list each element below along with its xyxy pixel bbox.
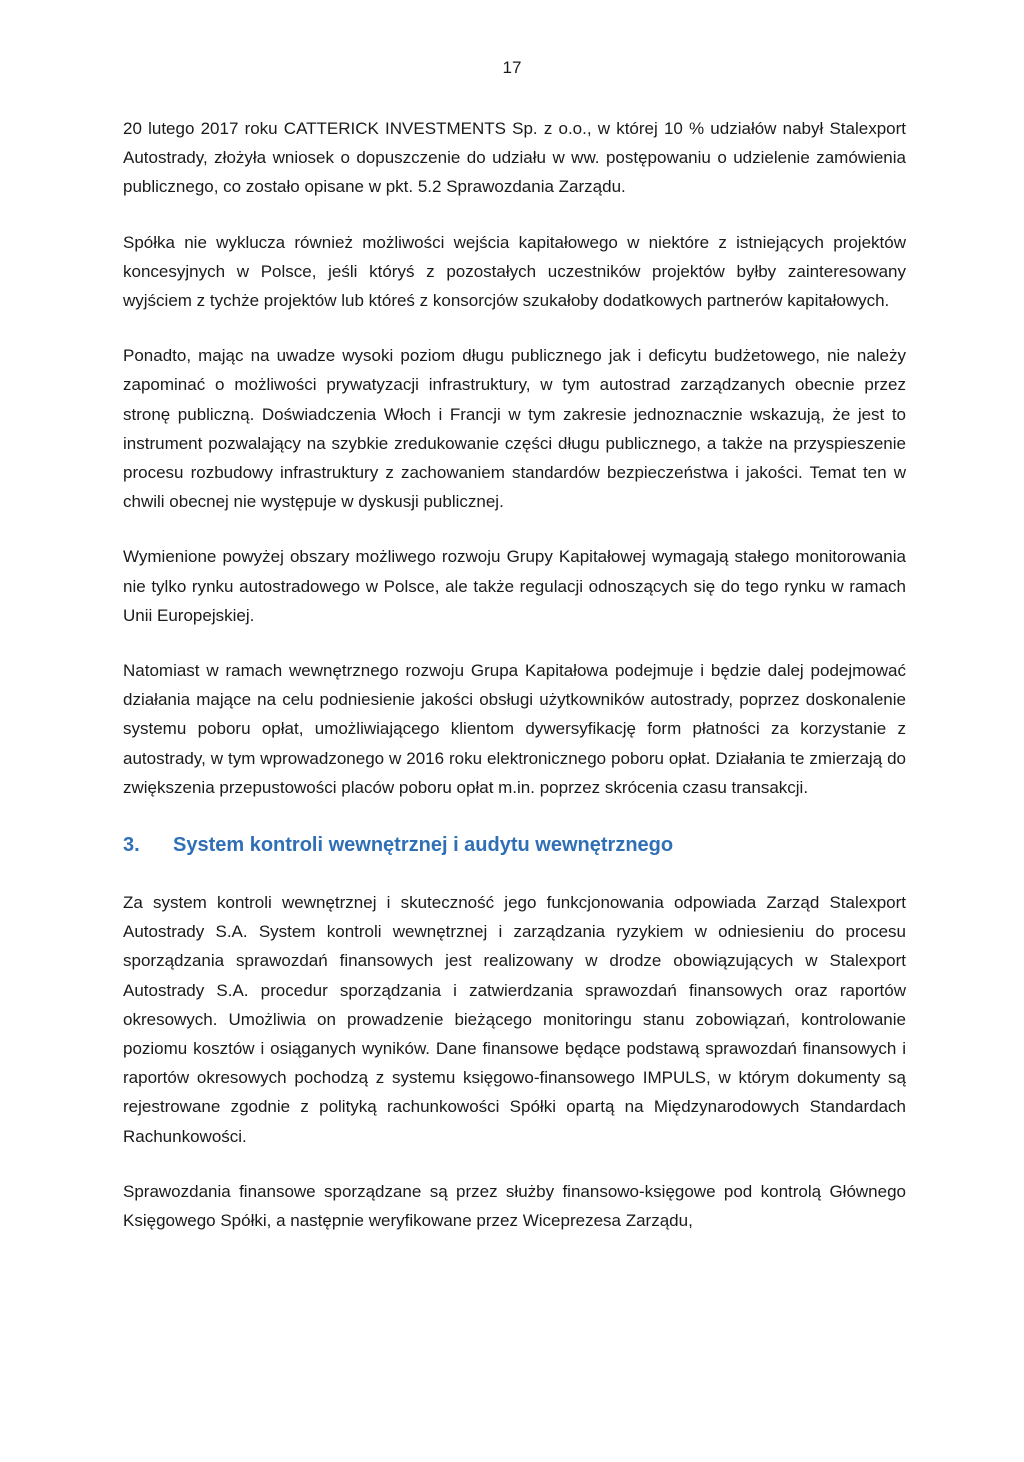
paragraph-control-system: Za system kontroli wewnętrznej i skuteczność jego funkcjonowania odpowiada Zarząd Stalexport Autostrady S.A. System kontroli wewnętrznej i zarządzania ryzykiem w odniesieniu do procesu sporządzania sprawozdań finansowych jest realizowany w drodze obowiązujących w Stalexport Autostrady S.A. procedur sporządzania i zatwierdzania sprawozdań finansowych oraz raportów okresowych. Umożliwia on prowadzenie bieżącego monitoringu stanu zobowiązań, kontrolowanie poziomu kosztów i osiąganych wyników. Dane finansowe będące podstawą sprawozdań finansowych i raportów okresowych pochodzą z systemu księgowo-finansowego IMPULS, w którym dokumenty są rejestrowane zgodnie z polityką rachunkowości Spółki opartą na Międzynarodowych Standardach Rachunkowości. — [123, 893, 906, 1146]
paragraph-monitoring: Wymienione powyżej obszary możliwego rozwoju Grupy Kapitałowej wymagają stałego monitorowania nie tylko rynku autostradowego w Polsce, ale także regulacji odnoszących się do tego rynku w ramach Unii Europejskiej. — [123, 547, 906, 625]
section-heading-number: 3. — [123, 834, 140, 857]
paragraph-privatization: Ponadto, mając na uwadze wysoki poziom długu publicznego jak i deficytu budżetowego, nie należy zapominać o możliwości prywatyzacji infrastruktury, w tym autostrad zarządzanych obecnie przez stronę publiczną. Doświadczenia Włoch i Francji w tym zakresie jednoznacznie wskazują, że jest to instrument pozwalający na szybkie zredukowanie części długu publicznego, a także na przyspieszenie procesu rozbudowy infrastruktury z zachowaniem standardów bezpieczeństwa i jakości. Temat ten w chwili obecnej nie występuje w dyskusji publicznej. — [123, 346, 906, 512]
document-body — [123, 114, 906, 1235]
page-number: 17 — [502, 58, 522, 77]
paragraph-internal-development: Natomiast w ramach wewnętrznego rozwoju Grupa Kapitałowa podejmuje i będzie dalej podejmować działania mające na celu podniesienie jakości obsługi użytkowników autostrady, poprzez doskonalenie systemu poboru opłat, umożliwiającego klientom dywersyfikację form płatności za korzystanie z autostrady, w tym wprowadzonego w 2016 roku elektronicznego poboru opłat. Działania te zmierzają do zwiększenia przepustowości placów poboru opłat m.in. poprzez skrócenia czasu transakcji. — [123, 661, 906, 797]
paragraph-catterick: 20 lutego 2017 roku CATTERICK INVESTMENTS Sp. z o.o., w której 10 % udziałów nabył Stalexport Autostrady, złożyła wniosek o dopuszczenie do udziału w ww. postępowaniu o udzielenie zamówienia publicznego, co zostało opisane w pkt. 5.2 Sprawozdania Zarządu. — [123, 119, 906, 197]
section-heading-title: System kontroli wewnętrznej i audytu wewnętrznego — [173, 834, 674, 857]
paragraph-capital-entry: Spółka nie wyklucza również możliwości wejścia kapitałowego w niektóre z istniejących projektów koncesyjnych w Polsce, jeśli któryś z pozostałych uczestników projektów byłby zainteresowany wyjściem z tychże projektów lub któreś z konsorcjów szukałoby dodatkowych partnerów kapitałowych. — [123, 232, 906, 311]
paragraph-financial-statements: Sprawozdania finansowe sporządzane są przez służby finansowo-księgowe pod kontrolą Głównego Księgowego Spółki, a następnie weryfikowane przez Wiceprezesa Zarządu, — [123, 1181, 906, 1231]
section-heading — [123, 830, 906, 860]
